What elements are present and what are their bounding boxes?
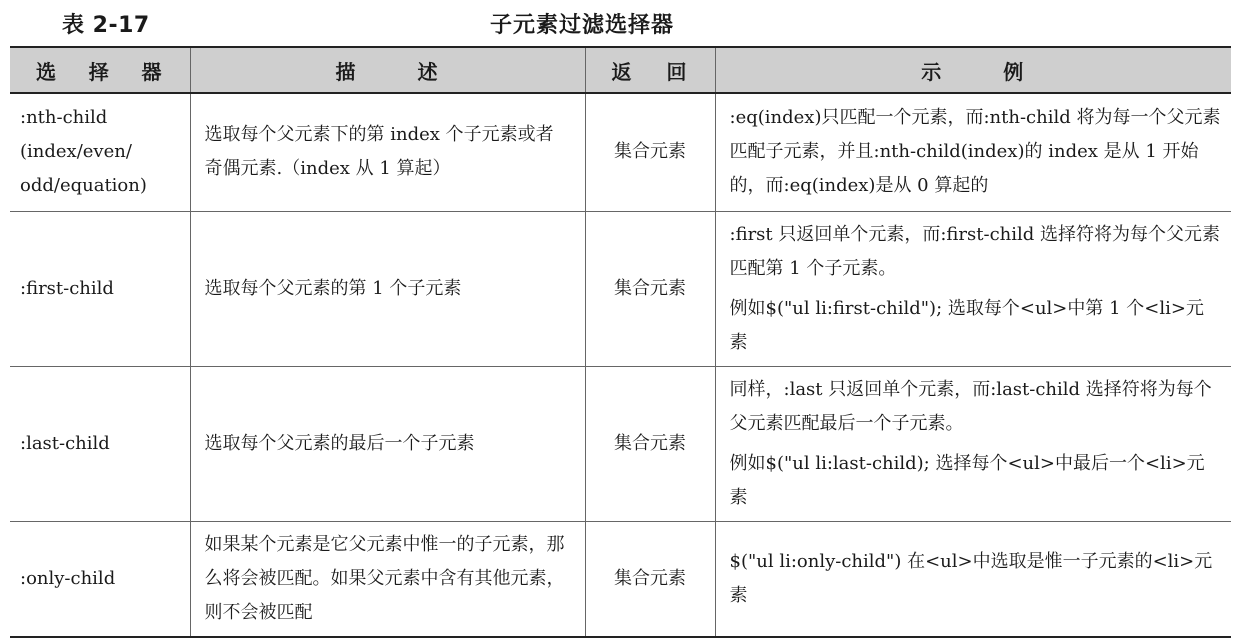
table-caption — [0, 0, 1241, 42]
cell-example: :first 只返回单个元素，而:first-child 选择符将为每个父元素匹配第 1 个子元素。 例如$("ul li:first-child"); 选取每个<ul>中第 1 个<li>元素 — [715, 211, 1231, 366]
cell-selector: :nth-child (index/even/ odd/equation) — [10, 93, 190, 211]
cell-description: 如果某个元素是它父元素中惟一的子元素，那么将会被匹配。如果父元素中含有其他元素，则不会被匹配 — [190, 521, 585, 637]
cell-description: 选取每个父元素下的第 index 个子元素或者奇偶元素.（index 从 1 算起） — [190, 93, 585, 211]
cell-returns: 集合元素 — [585, 211, 715, 366]
cell-description: 选取每个父元素的第 1 个子元素 — [190, 211, 585, 366]
selector-table — [10, 46, 1231, 638]
header-description: 描 述 — [190, 47, 585, 93]
cell-returns: 集合元素 — [585, 521, 715, 637]
table-row — [10, 211, 1231, 366]
header-example: 示 例 — [715, 47, 1231, 93]
table-row — [10, 93, 1231, 211]
cell-selector: :first-child — [10, 211, 190, 366]
header-returns: 返 回 — [585, 47, 715, 93]
header-selector: 选 择 器 — [10, 47, 190, 93]
cell-example: :eq(index)只匹配一个元素，而:nth-child 将为每一个父元素匹配子元素，并且:nth-child(index)的 index 是从 1 开始的，而:eq(index)是从 0 算起的 — [715, 93, 1231, 211]
cell-description: 选取每个父元素的最后一个子元素 — [190, 366, 585, 521]
header-row — [10, 47, 1231, 93]
table-title: 子元素过滤选择器 — [490, 13, 675, 38]
table-row — [10, 521, 1231, 637]
cell-selector: :only-child — [10, 521, 190, 637]
cell-returns: 集合元素 — [585, 93, 715, 211]
cell-returns: 集合元素 — [585, 366, 715, 521]
table-number: 表 2-17 — [62, 13, 150, 38]
cell-example: 同样，:last 只返回单个元素，而:last-child 选择符将为每个父元素匹配最后一个子元素。 例如$("ul li:last-child); 选择每个<ul>中最后一个<li>元素 — [715, 366, 1231, 521]
table-row — [10, 366, 1231, 521]
cell-selector: :last-child — [10, 366, 190, 521]
cell-example: $("ul li:only-child") 在<ul>中选取是惟一子元素的<li>元素 — [715, 521, 1231, 637]
